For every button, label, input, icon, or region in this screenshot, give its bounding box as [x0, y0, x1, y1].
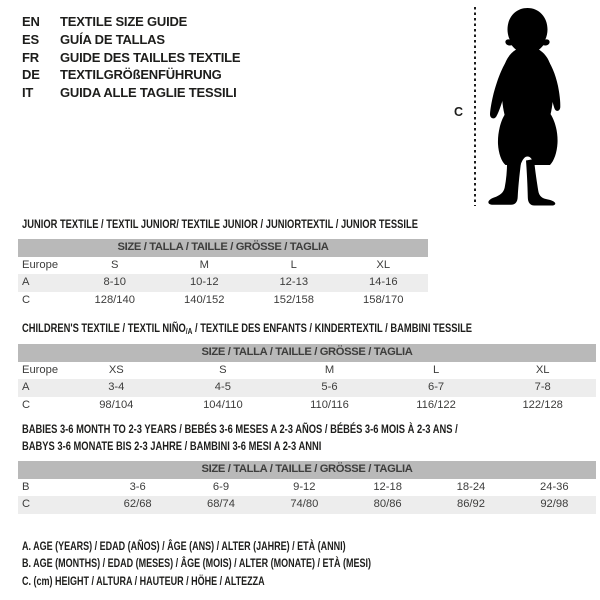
language-code: ES: [22, 32, 39, 48]
row-label-cell: B: [22, 480, 30, 493]
size-header-bar: SIZE / TALLA / TAILLE / GRÖSSE / TAGLIA: [18, 239, 428, 257]
value-cell: 92/98: [513, 496, 596, 514]
value-cell: 3-6: [129, 480, 146, 493]
table-row: [18, 379, 596, 397]
language-code: IT: [22, 85, 34, 101]
language-row: [22, 13, 240, 31]
value-cell: 6-9: [212, 480, 230, 493]
value-cell: 80/86: [346, 496, 429, 514]
value-cell: S: [219, 363, 227, 376]
footnote-age-years: A. AGE (YEARS) / EDAD (AÑOS) / ÂGE (ANS) / ALTER (JAHRE) / ETÀ (ANNI): [22, 539, 346, 553]
children-size-table: [18, 344, 596, 414]
table-row: [18, 274, 428, 292]
language-label: GUÍA DE TALLAS: [60, 32, 165, 48]
size-header-bar: SIZE / TALLA / TAILLE / GRÖSSE / TAGLIA: [18, 344, 596, 362]
language-label: TEXTILE SIZE GUIDE: [60, 14, 188, 30]
title-subscript: /A: [185, 326, 193, 336]
value-cell: 98/104: [99, 398, 134, 411]
value-cell: 86/92: [429, 496, 512, 514]
value-cell: 104/110: [203, 398, 243, 411]
value-cell: 3-4: [63, 379, 170, 397]
table-row: [18, 397, 596, 415]
table-row: [18, 239, 428, 257]
value-cell: XL: [376, 258, 391, 271]
language-row: [22, 31, 240, 49]
value-cell: M: [324, 363, 335, 376]
language-list: [22, 13, 240, 101]
value-cell: XS: [108, 363, 124, 376]
language-row: [22, 84, 240, 102]
value-cell: 6-7: [383, 379, 490, 397]
value-cell: L: [290, 258, 297, 271]
row-label-cell: C: [18, 496, 96, 514]
height-marker-label: C: [454, 105, 464, 119]
value-cell: 5-6: [276, 379, 383, 397]
junior-size-table: [18, 239, 428, 309]
size-header-bar: SIZE / TALLA / TAILLE / GRÖSSE / TAGLIA: [18, 461, 596, 479]
table-row: [18, 461, 596, 479]
table-row: [18, 496, 596, 514]
value-cell: 14-16: [339, 274, 429, 292]
value-cell: 8-10: [70, 274, 160, 292]
value-cell: 116/122: [416, 398, 456, 411]
value-cell: 9-12: [293, 480, 316, 493]
footnote-height: C. (cm) HEIGHT / ALTURA / HAUTEUR / HÖHE / ALTEZZA: [22, 573, 265, 588]
value-cell: S: [111, 258, 119, 271]
babies-table-title: [22, 421, 458, 456]
title-text: / TEXTILE DES ENFANTS / KINDERTEXTIL / BAMBINI TESSILE: [192, 321, 473, 335]
baby-silhouette-icon: [481, 6, 574, 208]
value-cell: 110/116: [310, 398, 349, 411]
language-label: TEXTILGRÖßENFÜHRUNG: [60, 67, 222, 83]
junior-table-title: JUNIOR TEXTILE / TEXTIL JUNIOR/ TEXTILE JUNIOR / JUNIORTEXTIL / JUNIOR TESSILE: [22, 217, 418, 231]
value-cell: 68/74: [179, 496, 262, 514]
footnote-age-months: B. AGE (MONTHS) / EDAD (MESES) / ÂGE (MOIS) / ALTER (MONATE) / ETÀ (MESI): [22, 556, 371, 571]
babies-title-line1: BABIES 3-6 MONTH TO 2-3 YEARS / BEBÉS 3-6 MESES A 2-3 AÑOS / BÉBÉS 3-6 MOIS À 2-3 ANS /: [22, 422, 458, 436]
row-label-cell: A: [18, 274, 70, 292]
value-cell: 122/128: [522, 398, 563, 411]
value-cell: 128/140: [94, 293, 135, 306]
value-cell: L: [432, 363, 440, 376]
table-row: [18, 362, 596, 380]
value-cell: 7-8: [489, 379, 596, 397]
language-row: [22, 66, 240, 84]
value-cell: 140/152: [184, 293, 225, 306]
row-label-cell: Europe: [22, 258, 59, 271]
value-cell: 10-12: [160, 274, 250, 292]
row-label-cell: C: [22, 293, 31, 306]
language-label: GUIDA ALLE TAGLIE TESSILI: [60, 85, 237, 101]
table-row: [18, 479, 596, 497]
children-table-title: [22, 320, 472, 340]
language-row: [22, 48, 240, 66]
language-label: GUIDE DES TAILLES TEXTILE: [60, 49, 241, 65]
value-cell: 152/158: [273, 293, 314, 306]
language-code: EN: [22, 14, 40, 30]
height-dashed-line: [474, 7, 476, 206]
value-cell: 24-36: [540, 480, 569, 493]
table-row: [18, 257, 428, 275]
value-cell: 18-24: [456, 480, 486, 493]
value-cell: M: [199, 258, 209, 271]
value-cell: 62/68: [96, 496, 179, 514]
value-cell: 12-18: [373, 480, 402, 493]
babies-title-line2: BABYS 3-6 MONATE BIS 2-3 JAHRE / BAMBINI 3-6 MESI A 2-3 ANNI: [22, 439, 322, 454]
row-label-cell: A: [18, 379, 63, 397]
title-text: CHILDREN'S TEXTILE / TEXTIL NIÑO: [22, 321, 186, 335]
table-row: [18, 344, 596, 362]
table-row: [18, 292, 428, 310]
babies-size-table: [18, 461, 596, 514]
value-cell: 4-5: [170, 379, 277, 397]
value-cell: 158/170: [363, 293, 404, 306]
value-cell: 74/80: [263, 496, 346, 514]
value-cell: 12-13: [249, 274, 339, 292]
row-label-cell: Europe: [22, 363, 59, 376]
value-cell: XL: [535, 363, 550, 376]
row-label-cell: C: [22, 398, 31, 411]
language-code: FR: [22, 49, 39, 65]
language-code: DE: [22, 67, 40, 83]
footnote-list: [22, 538, 371, 590]
